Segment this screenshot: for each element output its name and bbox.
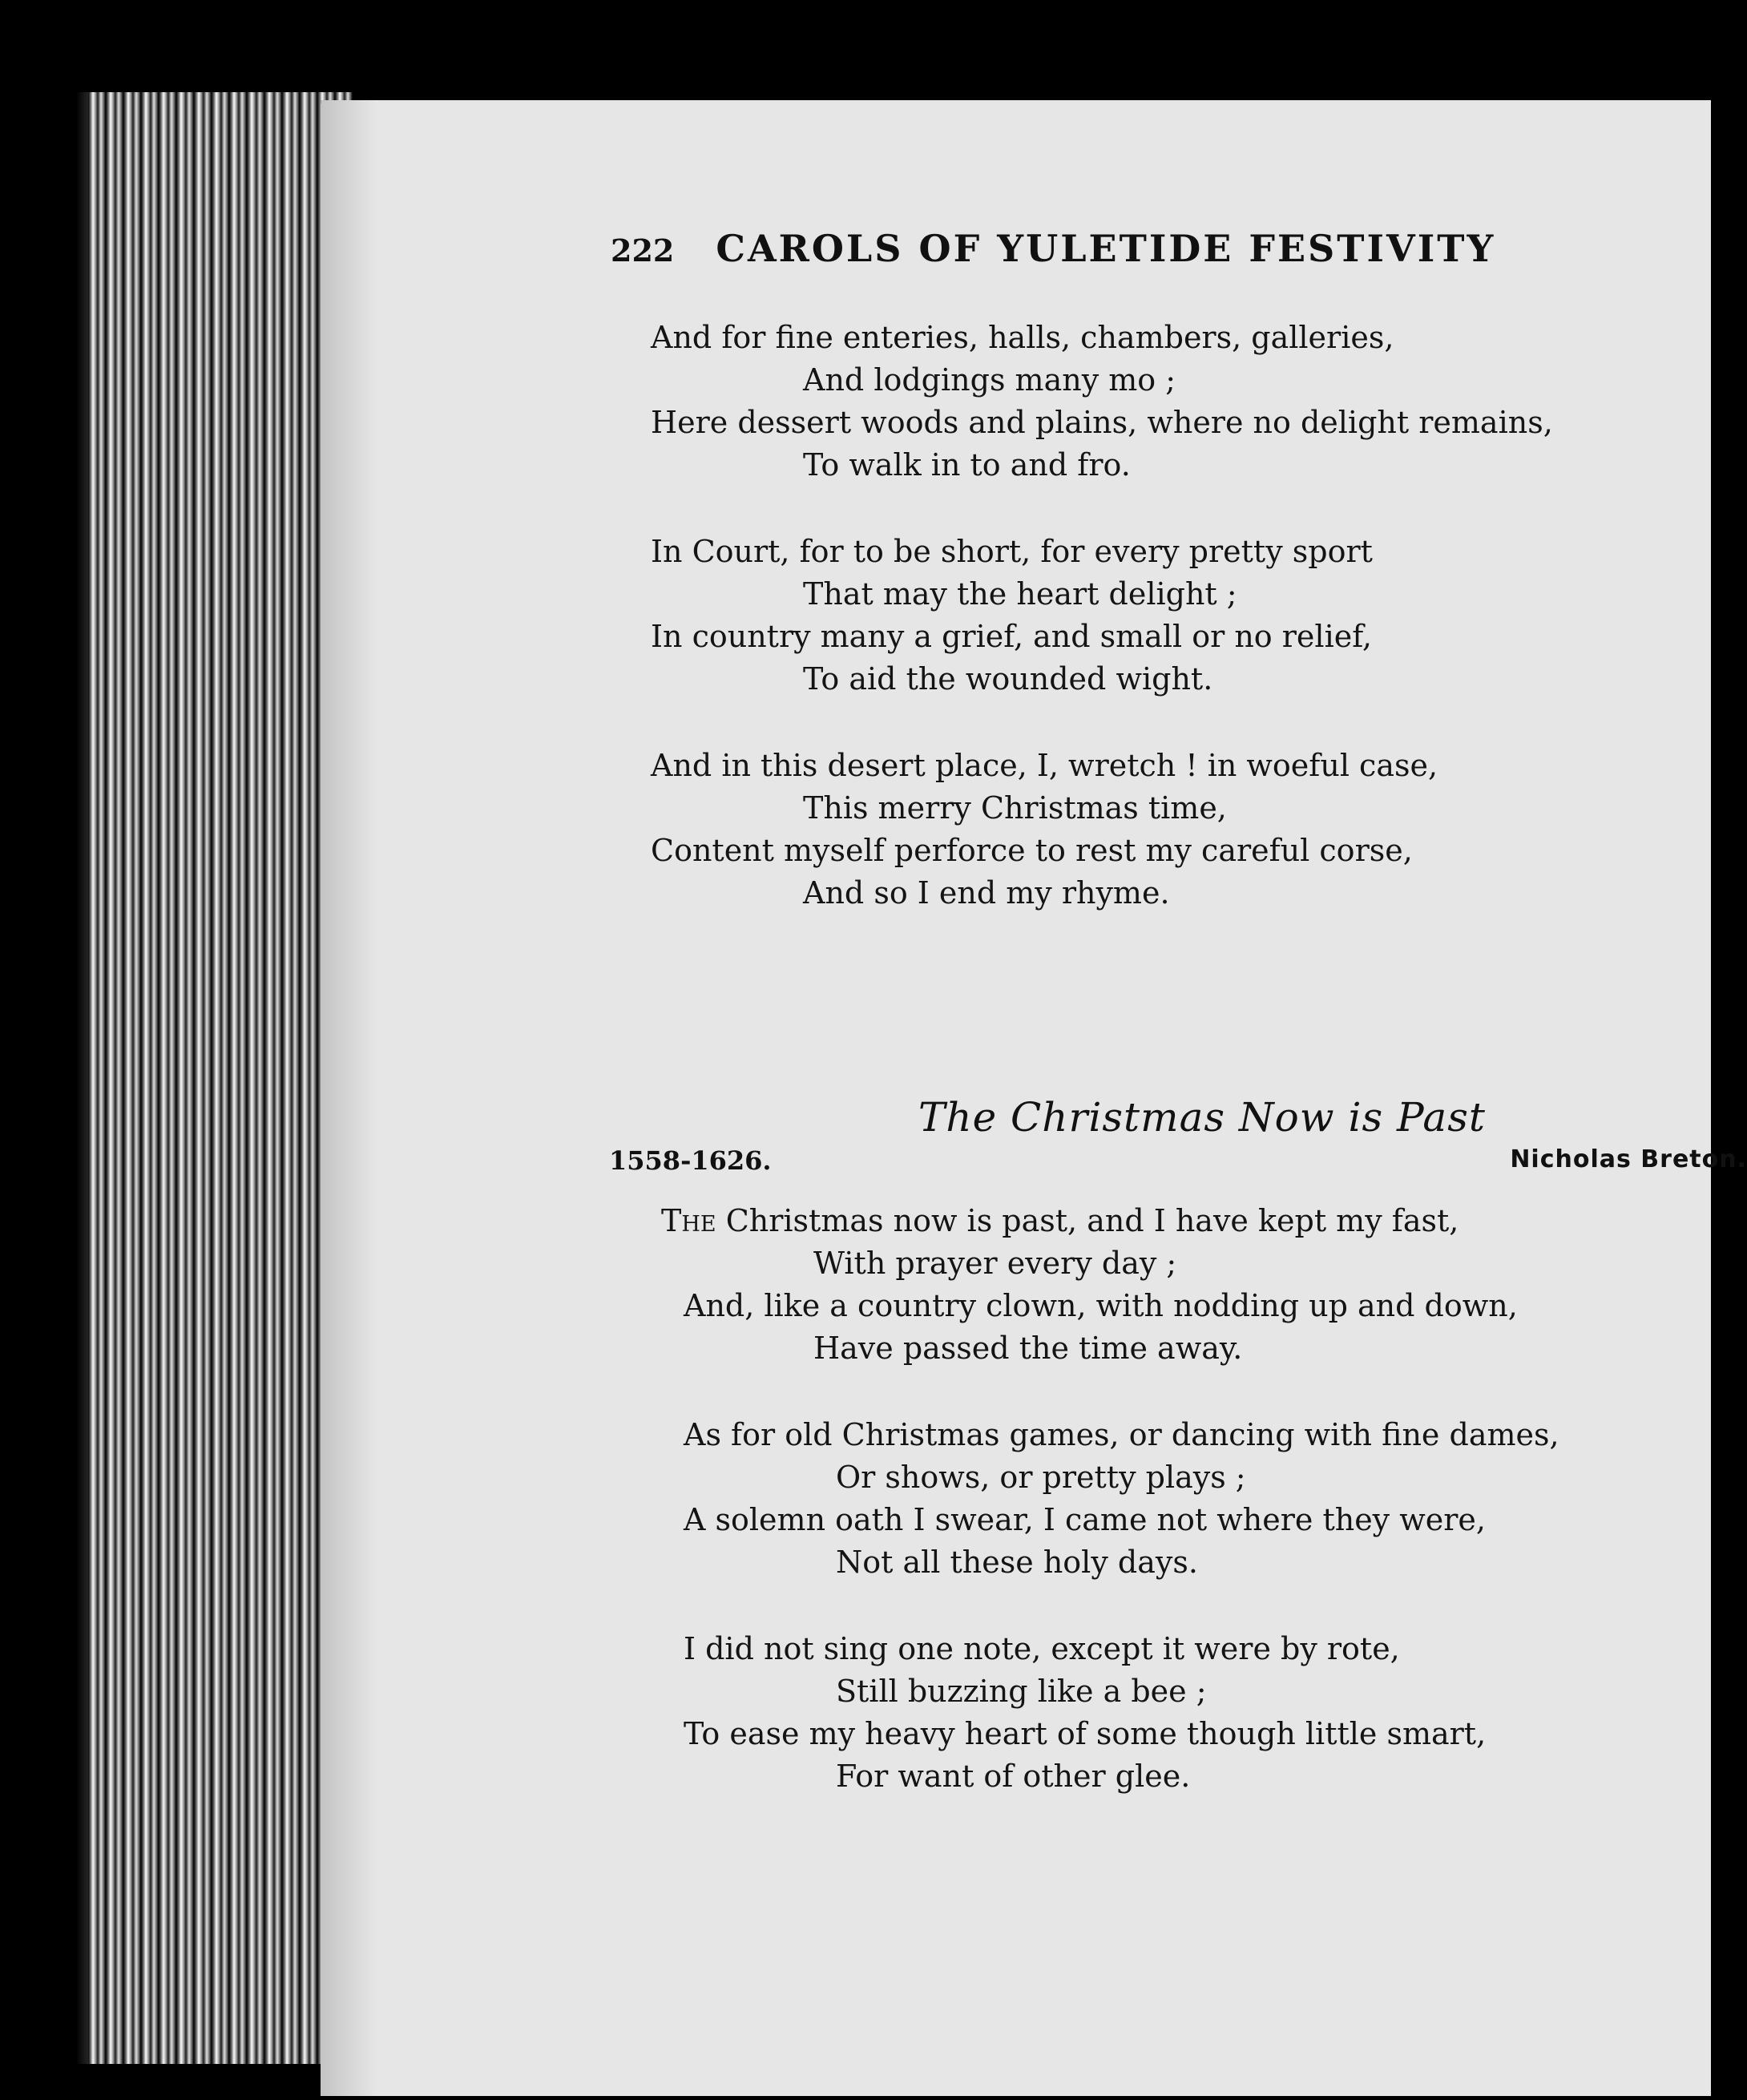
book-page-edges [88,92,353,2064]
new-poem-heading [609,1094,1747,1176]
verse-line: And for fine enteries, halls, chambers, galleries, [651,320,1394,355]
verse-line: Or shows, or pretty plays ; [836,1460,1246,1495]
verse-line: To walk in to and fro. [803,447,1131,483]
verse-line: For want of other glee. [836,1759,1191,1794]
page-gutter-shadow [321,100,377,2096]
page-number: 222 [611,232,675,269]
stanza [661,1628,1559,1798]
verse-line: And lodgings many mo ; [803,362,1176,398]
verse-line: As for old Christmas games, or dancing with fine dames, [684,1417,1559,1452]
verse-line: This merry Christmas time, [803,790,1227,826]
book-page [321,100,1747,2096]
verse-line: Still buzzing like a bee ; [836,1674,1207,1709]
verse-line: To aid the wounded wight. [803,661,1213,697]
poem-dates: 1558-1626. [609,1145,772,1176]
first-line-rest: Christmas now is past, and I have kept my fast, [716,1203,1459,1238]
running-title: CAROLS OF YULETIDE FESTIVITY [716,227,1496,270]
verse-line: And so I end my rhyme. [803,875,1170,911]
poem-continued [651,317,1553,915]
stanza [661,1414,1559,1584]
poem-author: Nicholas Breton. [1510,1145,1747,1173]
poem-title: The Christmas Now is Past [918,1094,1486,1141]
stanza [651,531,1553,701]
poem-meta [609,1145,1747,1176]
verse-line: Not all these holy days. [836,1545,1198,1580]
page-header [611,227,1717,270]
verse-line: In country many a grief, and small or no relief, [651,619,1372,654]
verse-line: Content myself perforce to rest my careful corse, [651,833,1413,868]
stanza [651,317,1553,487]
verse-line: And in this desert place, I, wretch ! in woeful case, [651,748,1438,783]
verse-line: A solemn oath I swear, I came not where they were, [684,1502,1486,1537]
verse-line: To ease my heavy heart of some though little smart, [684,1716,1487,1751]
verse-line: Have passed the time away. [813,1331,1243,1366]
poem-body [661,1200,1559,1798]
verse-line: I did not sing one note, except it were by rote, [684,1631,1400,1666]
verse-line: In Court, for to be short, for every pretty sport [651,534,1373,569]
stanza [661,1200,1559,1370]
stanza [651,745,1553,915]
verse-line: And, like a country clown, with nodding up and down, [684,1288,1518,1323]
verse-line: With prayer every day ; [813,1246,1177,1281]
verse-line: That may the heart delight ; [803,576,1237,612]
verse-line-first [661,1200,1559,1242]
first-word: The [661,1203,716,1238]
verse-line: Here dessert woods and plains, where no delight remains, [651,405,1553,440]
